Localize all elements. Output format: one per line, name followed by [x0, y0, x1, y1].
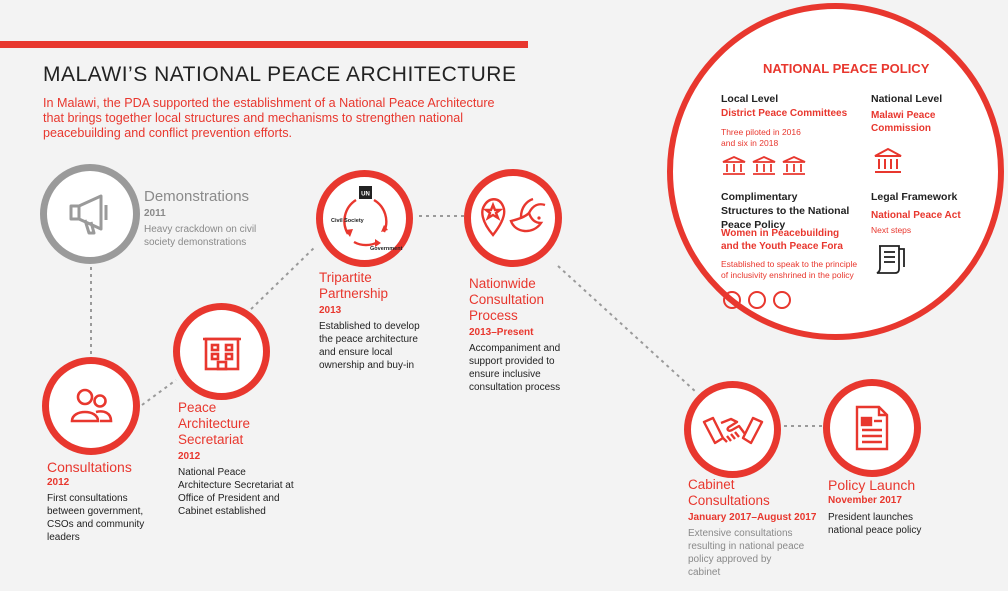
pillar-building-icon: [753, 157, 775, 174]
tripartite-year: 2013: [319, 305, 342, 316]
local-level-heading: Local Level: [721, 93, 779, 105]
pillar-building-icon: [783, 157, 805, 174]
complementary-note: Established to speak to the principle of inclusivity enshrined in the policy: [721, 259, 858, 280]
cabinet-desc: Extensive consultations resulting in national peace policy approved by cabinet: [688, 528, 805, 578]
legal-framework-heading: Legal Framework: [871, 191, 958, 203]
consultations-node: [42, 357, 140, 455]
launch-heading: Policy Launch: [828, 477, 916, 493]
tripartite-cycle-icon: [326, 180, 404, 258]
person-icon: [748, 291, 766, 309]
cycle-label-civil-society: Civil Society: [330, 217, 364, 224]
nationwide-heading: Nationwide Consultation Process: [469, 276, 545, 323]
national-level-heading: National Level: [871, 93, 943, 105]
megaphone-icon: [63, 187, 117, 241]
pillar-building-icon: [723, 157, 745, 174]
document-icon: [852, 404, 892, 452]
scroll-icon: [873, 243, 907, 275]
secretariat-desc: National Peace Architecture Secretariat at Office of President and Cabinet established: [178, 467, 294, 517]
tripartite-heading: Tripartite Partnership: [319, 270, 389, 301]
pillar-building-icon: [873, 147, 903, 175]
complementary-sub: Women in Peacebuilding and the Youth Peace Fora: [721, 228, 843, 252]
national-peace-policy-circle: [667, 3, 1004, 340]
consultations-heading: Consultations: [47, 459, 132, 475]
people-icon: [66, 381, 116, 431]
demonstrations-desc: Heavy crackdown on civil society demonstrations: [144, 224, 257, 248]
complementary-heading: Complimentary Structures to the National Peace Policy: [721, 191, 850, 231]
launch-year: November 2017: [828, 495, 902, 506]
nationwide-node: [464, 169, 562, 267]
demonstrations-year: 2011: [144, 208, 166, 219]
secretariat-node: [173, 303, 270, 400]
nationwide-year: 2013–Present: [469, 327, 534, 338]
local-level-sub: District Peace Committees: [721, 108, 848, 119]
connector-consultations-secretariat: [142, 380, 176, 405]
legal-framework-sub: National Peace Act: [871, 210, 961, 221]
consultations-year: 2012: [47, 477, 70, 488]
cabinet-heading: Cabinet Consultations: [688, 477, 770, 508]
secretariat-heading: Peace Architecture Secretariat: [178, 400, 251, 447]
demonstrations-heading: Demonstrations: [144, 188, 250, 205]
national-level-sub: Malawi Peace Commission: [871, 110, 936, 134]
cycle-label-government: Government: [369, 245, 402, 252]
nationwide-desc: Accompaniment and support provided to ensure inclusive consultation process: [469, 343, 561, 393]
tripartite-desc: Established to develop the peace architecture and ensure local ownership and buy-in: [319, 321, 420, 371]
consultations-desc: First consultations between government, CSOs and community leaders: [47, 493, 145, 543]
legal-framework-note: Next steps: [871, 225, 912, 235]
policy-title: NATIONAL PEACE POLICY: [763, 61, 930, 76]
cycle-label-un: UN: [360, 191, 370, 197]
person-icon: [723, 291, 741, 309]
local-level-note: Three piloted in 2016 and six in 2018: [721, 127, 801, 148]
building-icons-row: [721, 155, 807, 177]
cabinet-year: January 2017–August 2017: [688, 512, 817, 523]
launch-node: [823, 379, 921, 477]
person-icon: [773, 291, 791, 309]
connector-secretariat-tripartite: [246, 246, 316, 314]
tripartite-node: [316, 170, 413, 267]
page-title: MALAWI’S NATIONAL PEACE ARCHITECTURE: [43, 63, 517, 86]
top-accent-bar: [0, 41, 528, 48]
launch-desc: President launches national peace policy: [828, 512, 922, 536]
cabinet-node: [684, 381, 781, 478]
demonstrations-node: [40, 164, 140, 264]
building-icon: [199, 329, 245, 375]
handshake-icon: [701, 410, 765, 450]
map-pin-dove-icon: [477, 193, 549, 243]
intro-paragraph: In Malawi, the PDA supported the establishment of a National Peace Architecture that brings together local structures and mechanisms to strengthen national peacebuilding and conflict prevention efforts.: [43, 96, 495, 140]
secretariat-year: 2012: [178, 451, 201, 462]
